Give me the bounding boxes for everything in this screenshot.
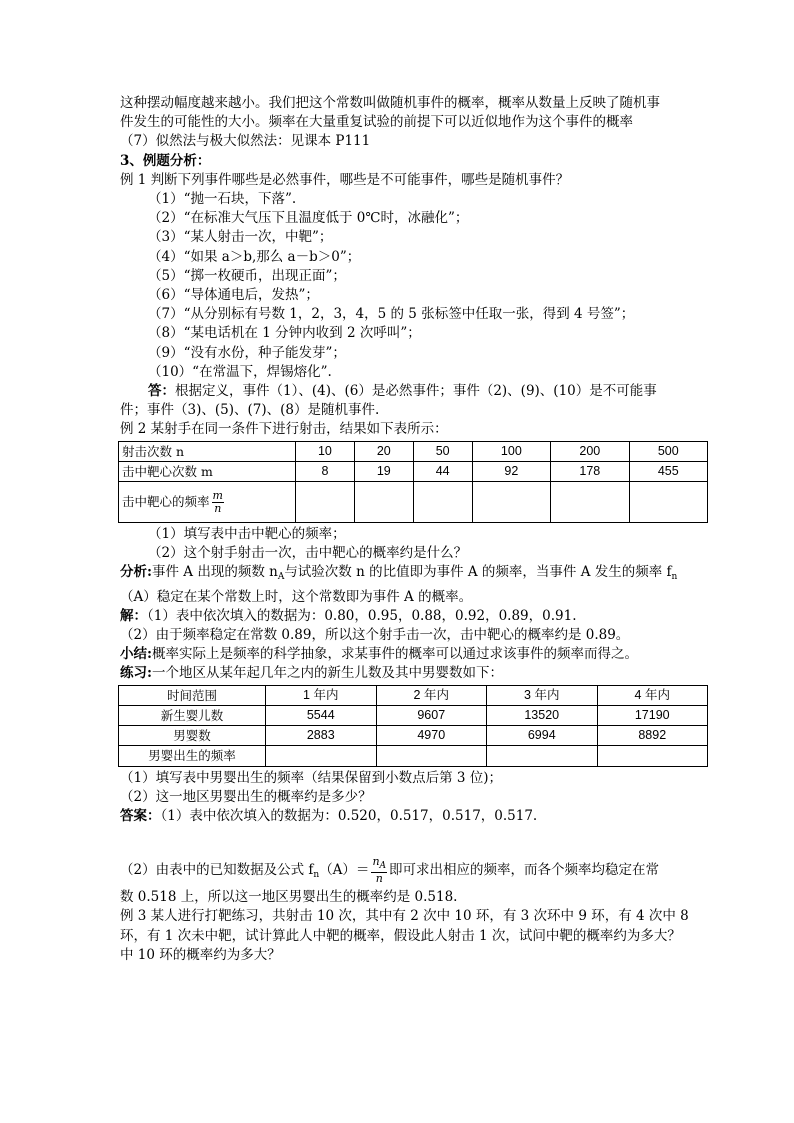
example1-item: （9）“没有水份，种子能发芽”； (148, 344, 346, 361)
example1-item: （2）“在标准大气压下且温度低于 0℃时，冰融化”； (148, 210, 469, 227)
example2-title: 例 2 某射手在同一条件下进行射击，结果如下表所示： (120, 421, 448, 438)
example1-item: （3）“某人射击一次，中靶”； (148, 229, 333, 246)
exercise-q2: （2）这一地区男婴出生的概率约是多少？ (120, 788, 372, 805)
example1-answer-cont: 件；事件（3)、(5)、(7)、(8）是随机事件. (120, 402, 380, 419)
example2-summary: 小结:概率实际上是频率的科学抽象，求某事件的概率可以通过求该事件的频率而得之。 (120, 646, 638, 663)
exercise-title: 练习:一个地区从某年起几年之内的新生儿数及其中男婴数如下： (120, 665, 503, 682)
example3-line-3: 中 10 环的概率约为多大？ (120, 946, 281, 963)
example1-items (120, 190, 690, 382)
example2-analysis: 分析:事件 A 出现的频数 $n_A$与试验次数 n 的比值即为事件 A 的频率，当事件 A 发生的频率 $f_n$ (120, 564, 678, 583)
intro-line-2: 件发生的可能性的大小。频率在大量重复试验的前提下可以近似地作为这个事件的概率 (120, 114, 633, 131)
intro-line-1: 这种摆动幅度越来越小。我们把这个常数叫做随机事件的概率，概率从数量上反映了随机事 (120, 95, 660, 111)
example1-answer: 答：根据定义，事件（1）、(4)、(6）是必然事件；事件（2)、(9)、(10）是不可能事 (148, 383, 657, 400)
example3-line-1: 例 3 某人进行打靶练习，共射击 10 次，其中有 2 次中 10 环，有 3 次环中 9 环，有 4 次中 8 (120, 908, 689, 925)
section-heading: 3、例题分析： (120, 152, 211, 169)
example2-q2: （2）这个射手射击一次，击中靶心的概率约是什么？ (148, 545, 468, 562)
document-page (120, 94, 690, 965)
example2-solution-2: （2）由于频率稳定在常数 0.89，所以这个射手击一次，击中靶心的概率约是 0.89。 (120, 627, 630, 644)
exercise-q1: （1）填写表中男婴出生的频率（结果保留到小数点后第 3 位)； (120, 769, 503, 786)
table-row: 击中靶心次数 m 8 19 44 92 178 455 (119, 461, 708, 481)
example1-item: （6）“导体通电后，发热”； (148, 287, 319, 304)
table-row: 男婴出生的频率 (119, 746, 708, 766)
example1-item: （4）“如果 a＞b,那么 a－b＞0”； (148, 248, 361, 265)
example1-item: （1）“抛一石块，下落”. (148, 191, 297, 208)
exercise-answer-2: （2）由表中的已知数据及公式 $f_n(A)=$ $\frac{n_A}{n}$ 即可求出相应的频率，而各个频率均稳定在常 (120, 855, 660, 886)
answer-label: 答： (148, 383, 175, 400)
fraction-m-over-n: $\frac{m}{n}$ (212, 488, 223, 515)
example1-title: 例 1 判断下列事件哪些是必然事件，哪些是不可能事件，哪些是随机事件？ (120, 171, 570, 188)
newborn-table (118, 685, 708, 767)
example2-q1: （1）填写表中击中靶心的频率； (148, 526, 346, 543)
table-row: 新生婴儿数 5544 9607 13520 17190 (119, 705, 708, 725)
shooting-table (118, 441, 708, 523)
table-row: 射击次数 n 10 20 50 100 200 500 (119, 441, 708, 461)
table-row: 男婴数 2883 4970 6994 8892 (119, 726, 708, 746)
exercise-answer-2-cont: 数 0.518 上，所以这一地区男婴出生的概率约是 0.518. (120, 889, 458, 906)
table-row: 时间范围 1 年内 2 年内 3 年内 4 年内 (119, 685, 708, 705)
example3-line-2: 环，有 1 次未中靶，试计算此人中靶的概率，假设此人射击 1 次，试问中靶的概率约为多大？ (120, 927, 681, 944)
example1-item: （5）“掷一枚硬币，出现正面”； (148, 267, 346, 284)
example2-analysis-cont: （A）稳定在某个常数上时，这个常数即为事件 A 的概率。 (120, 588, 473, 605)
example1-item: （7）“从分别标有号数 1，2，3，4，5 的 5 张标签中任取一张，得到 4 号签”； (148, 306, 635, 323)
example2-solution: 解：（1）表中依次填入的数据为：0.80，0.95，0.88，0.92，0.89，0.91. (120, 607, 577, 624)
fraction-nA-over-n: $\frac{n_A}{n}$ (372, 855, 387, 886)
intro-line-3: （7）似然法与极大似然法：见课本 P111 (120, 133, 371, 150)
exercise-answer: 答案：（1）表中依次填入的数据为：0.520，0.517，0.517，0.517. (120, 807, 538, 824)
table-row: 击中靶心的频率 $\frac{m}{n}$ (119, 482, 708, 523)
example1-item: （10）“在常温下，焊锡熔化”. (148, 363, 332, 380)
example1-item: （8）“某电话机在 1 分钟内收到 2 次呼叫”； (148, 325, 421, 342)
